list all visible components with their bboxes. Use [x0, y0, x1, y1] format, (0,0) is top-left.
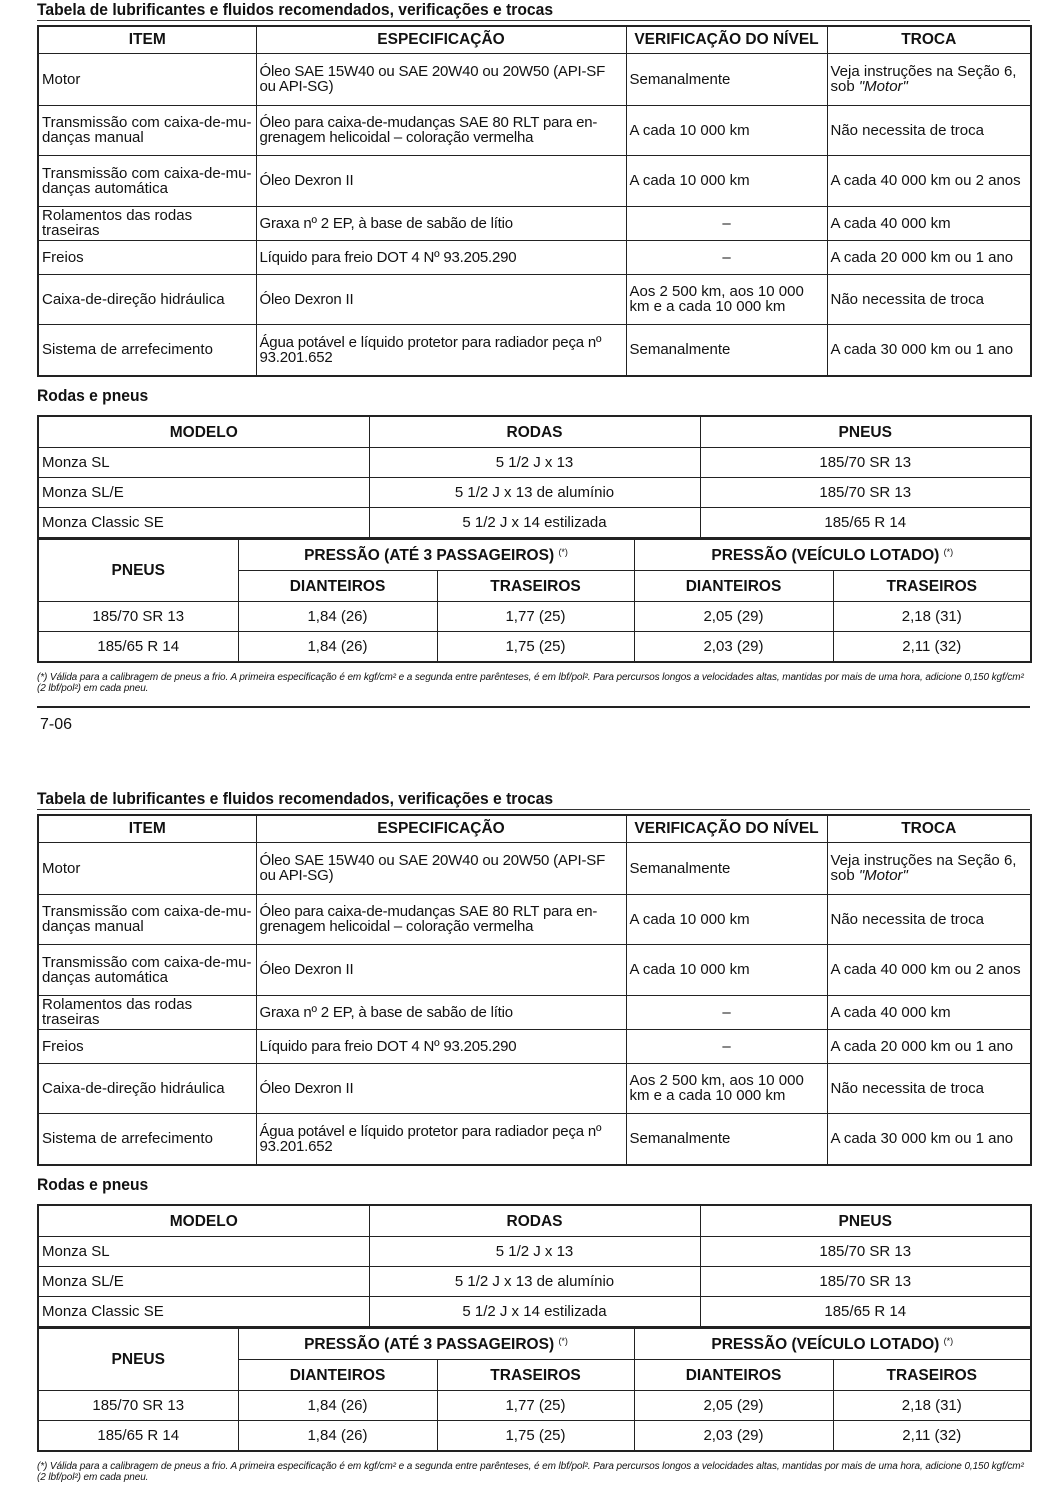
- title-rule: [37, 20, 1030, 21]
- row-wheel: 5 1/2 J x 13: [369, 1237, 700, 1267]
- header-change: TROCA: [827, 26, 1031, 53]
- header-front: DIANTEIROS: [634, 1360, 833, 1391]
- row-check: Aos 2 500 km, aos 10 000 km e a cada 10 000 km: [626, 1063, 827, 1113]
- row-item: Transmissão com caixa-de-mu- danças automática: [38, 155, 256, 206]
- table-row: [38, 1267, 1031, 1297]
- row-p1-rear: 1,77 (25): [437, 602, 634, 632]
- row-change: A cada 40 000 km: [827, 206, 1031, 240]
- row-change: A cada 20 000 km ou 1 ano: [827, 1029, 1031, 1063]
- row-tire: 185/65 R 14: [700, 508, 1031, 539]
- header-pressure-full-load: [634, 539, 1031, 571]
- row-tire: 185/65 R 14: [38, 1421, 238, 1452]
- header-model: MODELO: [38, 1205, 369, 1237]
- row-item: Transmissão com caixa-de-mu- danças manual: [38, 894, 256, 944]
- header-wheels: RODAS: [369, 416, 700, 448]
- row-check: Semanalmente: [626, 324, 827, 376]
- table-row: [38, 944, 1031, 995]
- table-row: [38, 240, 1031, 274]
- row-check: –: [626, 240, 827, 274]
- row-p2-rear: 2,18 (31): [833, 1391, 1031, 1421]
- row-wheel: 5 1/2 J x 13 de alumínio: [369, 478, 700, 508]
- row-p1-front: 1,84 (26): [238, 602, 437, 632]
- table-row: [38, 53, 1031, 105]
- row-item: Freios: [38, 240, 256, 274]
- row-item: Caixa-de-direção hidráulica: [38, 1063, 256, 1113]
- row-check: –: [626, 995, 827, 1029]
- lubrication-title: Tabela de lubrificantes e fluidos recomendados, verificações e trocas: [37, 789, 554, 808]
- row-tire: 185/65 R 14: [38, 632, 238, 663]
- row-p1-front: 1,84 (26): [238, 1421, 437, 1452]
- row-wheel: 5 1/2 J x 14 estilizada: [369, 1297, 700, 1328]
- header-tires: PNEUS: [38, 539, 238, 602]
- table-header-row: [38, 26, 1031, 53]
- header-pressure-full-load: [634, 1328, 1031, 1360]
- table-row: [38, 1063, 1031, 1113]
- row-check: A cada 10 000 km: [626, 944, 827, 995]
- row-p2-rear: 2,11 (32): [833, 632, 1031, 663]
- table-row: [38, 894, 1031, 944]
- row-p2-front: 2,03 (29): [634, 1421, 833, 1452]
- table-header-row: [38, 1205, 1031, 1237]
- row-check: Semanalmente: [626, 1113, 827, 1165]
- row-spec: Água potável e líquido protetor para radiador peça nº 93.201.652: [256, 324, 626, 376]
- table-row: [38, 632, 1031, 663]
- table-row: [38, 995, 1031, 1029]
- page-number: 7-06: [40, 716, 73, 733]
- row-p1-rear: 1,75 (25): [437, 1421, 634, 1452]
- row-change: Não necessita de troca: [827, 894, 1031, 944]
- row-spec: Óleo SAE 15W40 ou SAE 20W40 ou 20W50 (API-SF ou API-SG): [256, 842, 626, 894]
- table-row: [38, 842, 1031, 894]
- header-group2-label: PRESSÃO (VEÍCULO LOTADO): [711, 546, 940, 564]
- row-wheel: 5 1/2 J x 13: [369, 448, 700, 478]
- header-item: ITEM: [38, 26, 256, 53]
- header-tires: PNEUS: [700, 1205, 1031, 1237]
- lubrication-table: [37, 25, 1032, 377]
- row-tire: 185/65 R 14: [700, 1297, 1031, 1328]
- header-front: DIANTEIROS: [634, 571, 833, 602]
- header-front: DIANTEIROS: [238, 571, 437, 602]
- row-p1-rear: 1,77 (25): [437, 1391, 634, 1421]
- table-row: [38, 105, 1031, 155]
- row-check: –: [626, 1029, 827, 1063]
- row-check: –: [626, 206, 827, 240]
- table-row: [38, 1421, 1031, 1452]
- footnote: (*) Válida para a calibragem de pneus a frio. A primeira especificação é em kgf/cm² e a segunda entre parênteses, é em lbf/pol². Para percursos longos a velocidades altas, mantidas por mais de uma hora, adicione 0,150 kgf/cm² (2 lbf/pol²) em cada pneu.: [37, 672, 1024, 694]
- row-model: Monza SL/E: [38, 478, 369, 508]
- header-pressure-3-passengers: [238, 539, 634, 571]
- row-tire: 185/70 SR 13: [38, 602, 238, 632]
- row-change: A cada 20 000 km ou 1 ano: [827, 240, 1031, 274]
- row-wheel: 5 1/2 J x 14 estilizada: [369, 508, 700, 539]
- header-check: VERIFICAÇÃO DO NÍVEL: [626, 26, 827, 53]
- row-model: Monza SL/E: [38, 1267, 369, 1297]
- footnote-mark: (*): [558, 1335, 568, 1346]
- header-tires: PNEUS: [38, 1328, 238, 1391]
- row-wheel: 5 1/2 J x 13 de alumínio: [369, 1267, 700, 1297]
- footnote-mark: (*): [558, 546, 568, 557]
- header-tires: PNEUS: [700, 416, 1031, 448]
- row-item: Caixa-de-direção hidráulica: [38, 274, 256, 324]
- header-pressure-3-passengers: [238, 1328, 634, 1360]
- table-row: [38, 448, 1031, 478]
- row-item: Motor: [38, 53, 256, 105]
- header-rear: TRASEIROS: [833, 571, 1031, 602]
- header-check: VERIFICAÇÃO DO NÍVEL: [626, 815, 827, 842]
- header-change: TROCA: [827, 815, 1031, 842]
- row-spec: Água potável e líquido protetor para radiador peça nº 93.201.652: [256, 1113, 626, 1165]
- wheels-table: [37, 415, 1032, 539]
- row-p2-front: 2,03 (29): [634, 632, 833, 663]
- row-tire: 185/70 SR 13: [700, 478, 1031, 508]
- table-row: [38, 1297, 1031, 1328]
- row-check: A cada 10 000 km: [626, 894, 827, 944]
- row-change: Não necessita de troca: [827, 274, 1031, 324]
- row-spec: Óleo Dexron II: [256, 1063, 626, 1113]
- header-group1-label: PRESSÃO (ATÉ 3 PASSAGEIROS): [304, 546, 555, 564]
- row-check: A cada 10 000 km: [626, 155, 827, 206]
- row-tire: 185/70 SR 13: [700, 448, 1031, 478]
- table-row: [38, 478, 1031, 508]
- row-change: A cada 30 000 km ou 1 ano: [827, 1113, 1031, 1165]
- row-check: Semanalmente: [626, 53, 827, 105]
- table-row: [38, 274, 1031, 324]
- header-item: ITEM: [38, 815, 256, 842]
- row-change: A cada 40 000 km ou 2 anos: [827, 944, 1031, 995]
- row-item: Sistema de arrefecimento: [38, 324, 256, 376]
- row-model: Monza SL: [38, 448, 369, 478]
- row-check: A cada 10 000 km: [626, 105, 827, 155]
- row-item: Rolamentos das rodas traseiras: [38, 206, 256, 240]
- row-change: A cada 40 000 km: [827, 995, 1031, 1029]
- row-p1-rear: 1,75 (25): [437, 632, 634, 663]
- header-rear: TRASEIROS: [437, 571, 634, 602]
- row-spec: Óleo para caixa-de-mudanças SAE 80 RLT para en- grenagem helicoidal – coloração vermelha: [256, 894, 626, 944]
- row-spec: Óleo Dexron II: [256, 274, 626, 324]
- row-spec: Óleo Dexron II: [256, 944, 626, 995]
- row-change-em: "Motor": [858, 78, 908, 95]
- title-rule: [37, 809, 1030, 810]
- row-tire: 185/70 SR 13: [700, 1267, 1031, 1297]
- row-change: Não necessita de troca: [827, 1063, 1031, 1113]
- row-spec: Óleo Dexron II: [256, 155, 626, 206]
- row-change: A cada 40 000 km ou 2 anos: [827, 155, 1031, 206]
- row-spec: Graxa nº 2 EP, à base de sabão de lítio: [256, 206, 626, 240]
- row-model: Monza Classic SE: [38, 508, 369, 539]
- table-row: [38, 1029, 1031, 1063]
- row-change: A cada 30 000 km ou 1 ano: [827, 324, 1031, 376]
- header-rear: TRASEIROS: [437, 1360, 634, 1391]
- row-model: Monza SL: [38, 1237, 369, 1267]
- wheels-title: Rodas e pneus: [37, 386, 149, 405]
- table-row: [38, 324, 1031, 376]
- row-check: Semanalmente: [626, 842, 827, 894]
- row-p1-front: 1,84 (26): [238, 632, 437, 663]
- row-change-text: Veja instruções na Seção 6, sob: [830, 852, 1017, 884]
- row-item: Freios: [38, 1029, 256, 1063]
- header-wheels: RODAS: [369, 1205, 700, 1237]
- header-model: MODELO: [38, 416, 369, 448]
- row-change-em: "Motor": [858, 867, 908, 884]
- row-p2-rear: 2,18 (31): [833, 602, 1031, 632]
- header-spec: ESPECIFICAÇÃO: [256, 26, 626, 53]
- header-group1-label: PRESSÃO (ATÉ 3 PASSAGEIROS): [304, 1335, 555, 1353]
- table-row: [38, 602, 1031, 632]
- header-spec: ESPECIFICAÇÃO: [256, 815, 626, 842]
- pressure-table: [37, 1327, 1032, 1452]
- lubrication-table: [37, 814, 1032, 1166]
- table-row: [38, 1237, 1031, 1267]
- row-item: Sistema de arrefecimento: [38, 1113, 256, 1165]
- table-header-row: [38, 815, 1031, 842]
- wheels-title: Rodas e pneus: [37, 1175, 149, 1194]
- row-item: Transmissão com caixa-de-mu- danças manual: [38, 105, 256, 155]
- wheels-table: [37, 1204, 1032, 1328]
- header-rear: TRASEIROS: [833, 1360, 1031, 1391]
- header-front: DIANTEIROS: [238, 1360, 437, 1391]
- table-row: [38, 206, 1031, 240]
- page-rule: [37, 706, 1030, 708]
- row-item: Motor: [38, 842, 256, 894]
- table-row: [38, 1391, 1031, 1421]
- row-change: Não necessita de troca: [827, 105, 1031, 155]
- row-spec: Líquido para freio DOT 4 Nº 93.205.290: [256, 240, 626, 274]
- table-header-row: [38, 1328, 1031, 1360]
- row-spec: Óleo SAE 15W40 ou SAE 20W40 ou 20W50 (API-SF ou API-SG): [256, 53, 626, 105]
- footnote-mark: (*): [943, 1335, 954, 1346]
- row-change-text: Veja instruções na Seção 6, sob: [830, 63, 1017, 95]
- row-tire: 185/70 SR 13: [38, 1391, 238, 1421]
- pressure-table: [37, 538, 1032, 663]
- row-check: Aos 2 500 km, aos 10 000 km e a cada 10 000 km: [626, 274, 827, 324]
- row-tire: 185/70 SR 13: [700, 1237, 1031, 1267]
- row-spec: Líquido para freio DOT 4 Nº 93.205.290: [256, 1029, 626, 1063]
- lubrication-title: Tabela de lubrificantes e fluidos recomendados, verificações e trocas: [37, 0, 554, 19]
- table-row: [38, 1113, 1031, 1165]
- footnote: (*) Válida para a calibragem de pneus a frio. A primeira especificação é em kgf/cm² e a segunda entre parênteses, é em lbf/pol². Para percursos longos a velocidades altas, mantidas por mais de uma hora, adicione 0,150 kgf/cm² (2 lbf/pol²) em cada pneu.: [37, 1461, 1024, 1483]
- row-item: Rolamentos das rodas traseiras: [38, 995, 256, 1029]
- header-group2-label: PRESSÃO (VEÍCULO LOTADO): [711, 1335, 940, 1353]
- table-header-row: [38, 416, 1031, 448]
- row-item: Transmissão com caixa-de-mu- danças automática: [38, 944, 256, 995]
- row-change: [827, 53, 1031, 105]
- row-spec: Graxa nº 2 EP, à base de sabão de lítio: [256, 995, 626, 1029]
- table-header-row: [38, 539, 1031, 571]
- row-p2-front: 2,05 (29): [634, 602, 833, 632]
- table-row: [38, 155, 1031, 206]
- row-spec: Óleo para caixa-de-mudanças SAE 80 RLT para en- grenagem helicoidal – coloração vermelha: [256, 105, 626, 155]
- table-row: [38, 508, 1031, 539]
- row-p2-rear: 2,11 (32): [833, 1421, 1031, 1452]
- row-change: [827, 842, 1031, 894]
- footnote-mark: (*): [943, 546, 954, 557]
- row-model: Monza Classic SE: [38, 1297, 369, 1328]
- row-p2-front: 2,05 (29): [634, 1391, 833, 1421]
- row-p1-front: 1,84 (26): [238, 1391, 437, 1421]
